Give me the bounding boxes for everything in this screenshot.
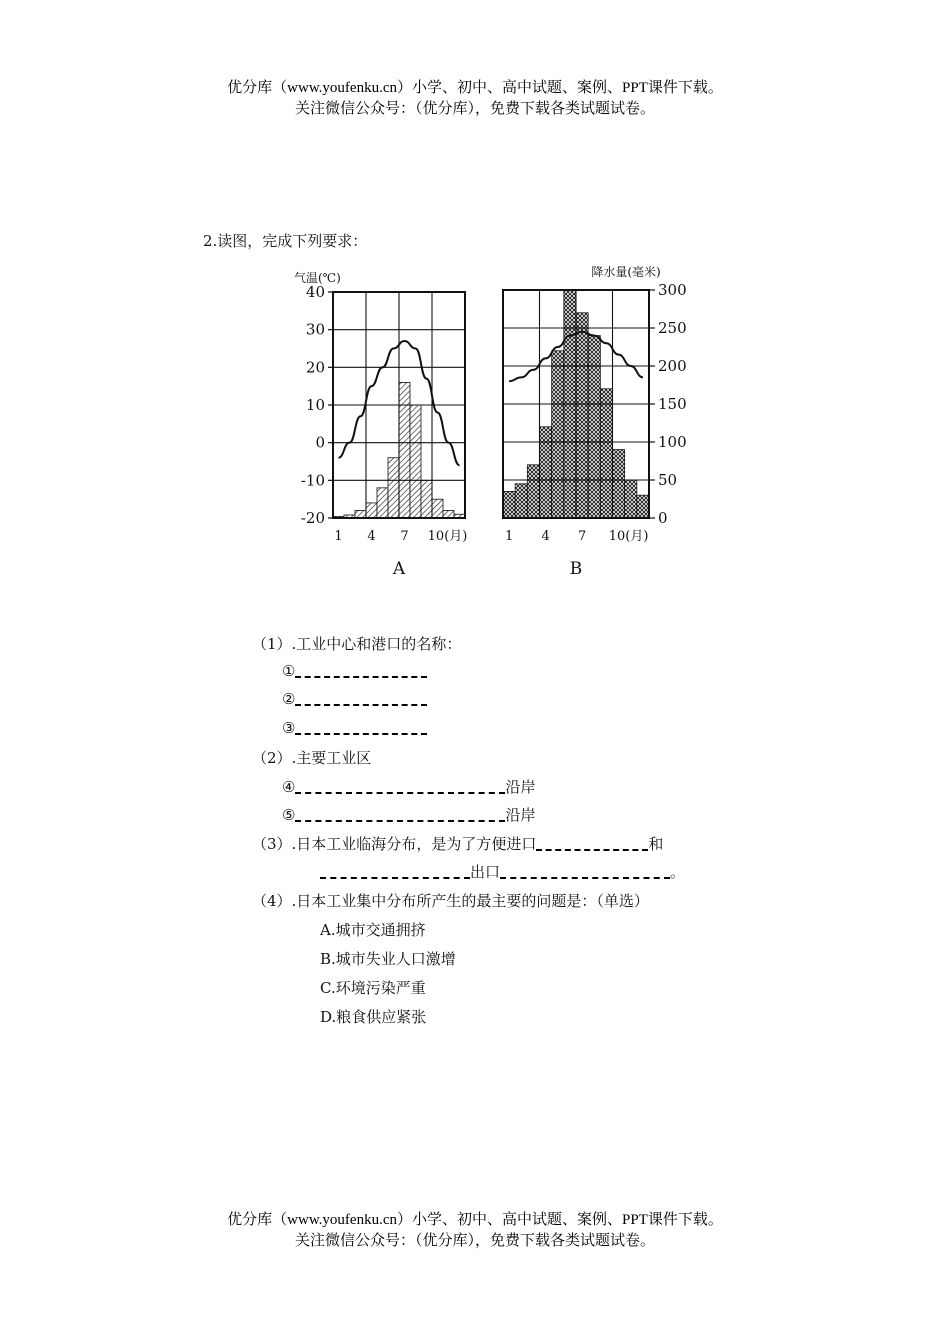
- precip-bar-a-6: [388, 458, 399, 518]
- part-3-period: 。: [670, 863, 686, 881]
- header-line-1: 优分库（www.youfenku.cn）小学、初中、高中试题、案例、PPT课件下载。: [227, 80, 723, 96]
- precip-tick-4: 150: [658, 395, 687, 413]
- answer-blank-1[interactable]: [295, 662, 427, 678]
- option-b[interactable]: B.城市失业人口激增: [320, 950, 456, 968]
- temp-tick-7: -20: [300, 509, 325, 527]
- part-1-item-1: [282, 662, 427, 680]
- circled-number-5: ⑤: [282, 806, 296, 824]
- x-tick-b-1: 1: [504, 529, 514, 544]
- answer-blank-import[interactable]: [536, 835, 648, 851]
- precip-bar-b-11: [625, 480, 637, 518]
- answer-blank-3[interactable]: [295, 719, 427, 735]
- precip-tick-2: 250: [658, 319, 687, 337]
- answer-blank-import-2[interactable]: [320, 863, 470, 879]
- chart-label-b: B: [569, 559, 583, 579]
- circled-number-1: ①: [282, 662, 296, 680]
- page-footer: [0, 1210, 950, 1252]
- footer-line-2: 关注微信公众号：（优分库），免费下载各类试题试卷。: [294, 1233, 655, 1249]
- answer-blank-2[interactable]: [295, 690, 427, 706]
- climate-charts-svg: [280, 260, 700, 590]
- coast-suffix-4: 沿岸: [505, 778, 536, 796]
- part-3-line-2: [320, 861, 685, 882]
- question-title: 2.读图，完成下列要求：: [203, 232, 368, 250]
- circled-number-3: ③: [282, 719, 296, 737]
- option-d[interactable]: D.粮食供应紧张: [320, 1008, 427, 1026]
- option-a[interactable]: A.城市交通拥挤: [320, 921, 426, 939]
- chart-b: [503, 264, 687, 579]
- part-2-item-5: [282, 804, 535, 825]
- part-2-text: （2）.主要工业区: [252, 749, 372, 767]
- x-tick-a-3: 7: [400, 529, 409, 544]
- precip-bar-a-11: [443, 510, 454, 518]
- chart-label-a: A: [392, 559, 406, 579]
- precip-bar-b-12: [637, 495, 649, 518]
- precip-tick-3: 200: [658, 357, 687, 375]
- part-2-item-4: [282, 776, 535, 797]
- footer-line-1: 优分库（www.youfenku.cn）小学、初中、高中试题、案例、PPT课件下载。: [227, 1212, 723, 1228]
- part-3-text: （3）.日本工业临海分布，是为了方便进口: [252, 835, 537, 853]
- circled-number-4: ④: [282, 778, 296, 796]
- precip-bar-a-4: [366, 503, 377, 518]
- answer-blank-export[interactable]: [500, 863, 670, 879]
- x-tick-b-4: 10(月): [608, 529, 649, 544]
- precip-tick-1: 300: [658, 281, 687, 299]
- x-tick-b-3: 7: [577, 529, 587, 544]
- x-tick-a-4: 10(月): [427, 529, 468, 544]
- precip-bar-b-7: [576, 313, 588, 518]
- precip-bar-b-10: [613, 450, 625, 518]
- temp-tick-1: 40: [305, 283, 325, 301]
- chart-a: [294, 270, 467, 579]
- header-line-2: 关注微信公众号：（优分库），免费下载各类试题试卷。: [294, 101, 655, 117]
- precip-tick-6: 50: [658, 471, 678, 489]
- temp-tick-4: 10: [305, 396, 325, 414]
- precip-bar-b-9: [600, 389, 612, 518]
- climate-charts: [280, 260, 700, 590]
- answer-blank-5[interactable]: [295, 806, 505, 822]
- x-tick-a-1: 1: [334, 529, 343, 544]
- temp-tick-6: -10: [300, 471, 325, 490]
- precip-bar-a-3: [355, 510, 366, 518]
- x-tick-a-2: 4: [367, 529, 376, 544]
- precip-axis-label: 降水量(毫米): [591, 265, 661, 279]
- part-3-and: 和: [648, 835, 664, 853]
- precip-bar-b-4: [540, 427, 552, 518]
- part-1-text: （1）.工业中心和港口的名称：: [252, 635, 462, 653]
- part-3-export: 出口: [470, 863, 501, 881]
- precip-bar-a-7: [399, 382, 410, 518]
- part-1-item-3: [282, 719, 427, 737]
- coast-suffix-5: 沿岸: [505, 806, 536, 824]
- precip-tick-5: 100: [658, 433, 687, 451]
- answer-blank-4[interactable]: [295, 778, 505, 794]
- precip-bar-b-2: [515, 484, 527, 518]
- x-tick-b-2: 4: [541, 529, 550, 544]
- temp-tick-5: 0: [315, 433, 325, 452]
- precip-bar-a-8: [410, 405, 421, 518]
- precip-tick-7: 0: [658, 509, 668, 527]
- temp-tick-2: 30: [305, 320, 325, 339]
- precip-bar-b-8: [588, 336, 600, 518]
- precip-bar-a-5: [377, 488, 388, 518]
- precip-bar-a-9: [421, 480, 432, 518]
- temp-axis-label: 气温(℃): [294, 271, 341, 285]
- temp-tick-3: 20: [305, 358, 325, 377]
- precip-bar-b-5: [552, 351, 564, 518]
- precip-bar-b-3: [527, 465, 539, 518]
- precip-bar-a-10: [432, 499, 443, 518]
- part-1-item-2: [282, 690, 427, 708]
- option-c[interactable]: C.环境污染严重: [320, 979, 426, 997]
- precip-bar-b-1: [503, 491, 515, 518]
- page-header: [0, 78, 950, 120]
- part-4-text: （4）.日本工业集中分布所产生的最主要的问题是：（单选）: [252, 892, 649, 910]
- part-3-line-1: [252, 833, 663, 854]
- circled-number-2: ②: [282, 690, 296, 708]
